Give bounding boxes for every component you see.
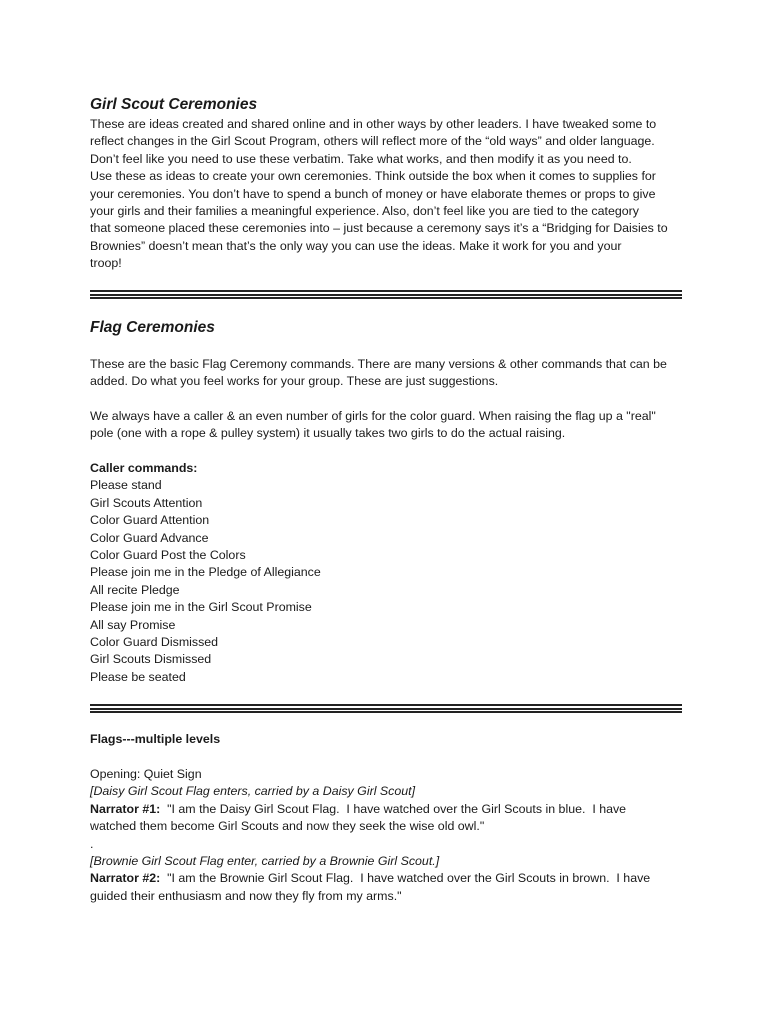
caller-commands-heading: Caller commands: xyxy=(90,461,198,475)
section-heading-flags: Flags---multiple levels xyxy=(90,732,221,746)
stage-direction: [Daisy Girl Scout Flag enters, carried by a Daisy Girl Scout] xyxy=(90,784,416,799)
command-item: Girl Scouts Dismissed xyxy=(90,652,212,667)
flags-script xyxy=(90,766,690,905)
paragraph-line: We always have a caller & an even number of girls for the color guard. When raising the flag up a "real" xyxy=(90,409,656,423)
caller-commands-list xyxy=(90,460,690,686)
intro-line: These are ideas created and shared online and in other ways by other leaders. I have tweaked some to xyxy=(90,117,657,131)
intro-line: Brownies” doesn’t mean that’s the only way you can use the ideas. Make it work for you and your xyxy=(90,238,622,253)
command-item: Color Guard Dismissed xyxy=(90,635,219,650)
separator-dot: . xyxy=(90,836,94,851)
command-item: Please be seated xyxy=(90,669,186,684)
intro-line: Use these as ideas to create your own ceremonies. Think outside the box when it comes to supplies for xyxy=(90,169,656,184)
narrator-label: Narrator #2: xyxy=(90,871,161,886)
command-item: Color Guard Attention xyxy=(90,513,210,528)
command-item: Color Guard Post the Colors xyxy=(90,548,246,563)
command-item: Please stand xyxy=(90,478,162,493)
stage-direction: [Brownie Girl Scout Flag enter, carried by a Brownie Girl Scout.] xyxy=(90,854,440,869)
narrator-label: Narrator #1: xyxy=(90,801,161,816)
intro-line: reflect changes in the Girl Scout Program, others will reflect more of the “old ways” and older language. xyxy=(90,134,655,149)
intro-paragraph xyxy=(90,116,690,273)
section-divider xyxy=(90,704,682,713)
intro-line: Don’t feel like you need to use these verbatim. Take what works, and then modify it as you need to. xyxy=(90,151,632,166)
narrator-line: guided their enthusiasm and now they fly from my arms." xyxy=(90,888,402,903)
intro-line: troop! xyxy=(90,256,122,271)
intro-line: your ceremonies. You don’t have to spend a bunch of money or have elaborate themes or props to give xyxy=(90,186,656,201)
flags-multiple-levels-section xyxy=(90,731,690,748)
narrator-line xyxy=(90,870,690,887)
flag-intro-paragraph xyxy=(90,356,690,391)
narrator-text: "I am the Daisy Girl Scout Flag. I have watched over the Girl Scouts in blue. I have xyxy=(160,801,627,816)
section-title-flag-ceremonies: Flag Ceremonies xyxy=(90,319,215,336)
opening-line: Opening: Quiet Sign xyxy=(90,767,202,781)
section-divider xyxy=(90,290,682,299)
command-item: All say Promise xyxy=(90,617,176,632)
color-guard-paragraph xyxy=(90,408,690,443)
paragraph-line: added. Do what you feel works for your group. These are just suggestions. xyxy=(90,374,499,389)
intro-line: that someone placed these ceremonies into – just because a ceremony says it’s a “Bridging for Daisies to xyxy=(90,221,668,236)
command-item: Please join me in the Girl Scout Promise xyxy=(90,600,312,615)
paragraph-line: pole (one with a rope & pulley system) it usually takes two girls to do the actual raising. xyxy=(90,426,566,441)
narrator-line: watched them become Girl Scouts and now they seek the wise old owl." xyxy=(90,819,485,834)
command-item: Color Guard Advance xyxy=(90,530,209,545)
intro-line: your girls and their families a meaningful experience. Also, don’t feel like you are tied to the category xyxy=(90,204,639,219)
command-item: All recite Pledge xyxy=(90,582,180,597)
narrator-line xyxy=(90,801,690,818)
narrator-text: "I am the Brownie Girl Scout Flag. I have watched over the Girl Scouts in brown. I have xyxy=(160,871,651,886)
command-item: Please join me in the Pledge of Allegiance xyxy=(90,565,321,580)
command-item: Girl Scouts Attention xyxy=(90,495,203,510)
page-title: Girl Scout Ceremonies xyxy=(90,96,258,113)
paragraph-line: These are the basic Flag Ceremony commands. There are many versions & other commands that can be xyxy=(90,357,667,371)
